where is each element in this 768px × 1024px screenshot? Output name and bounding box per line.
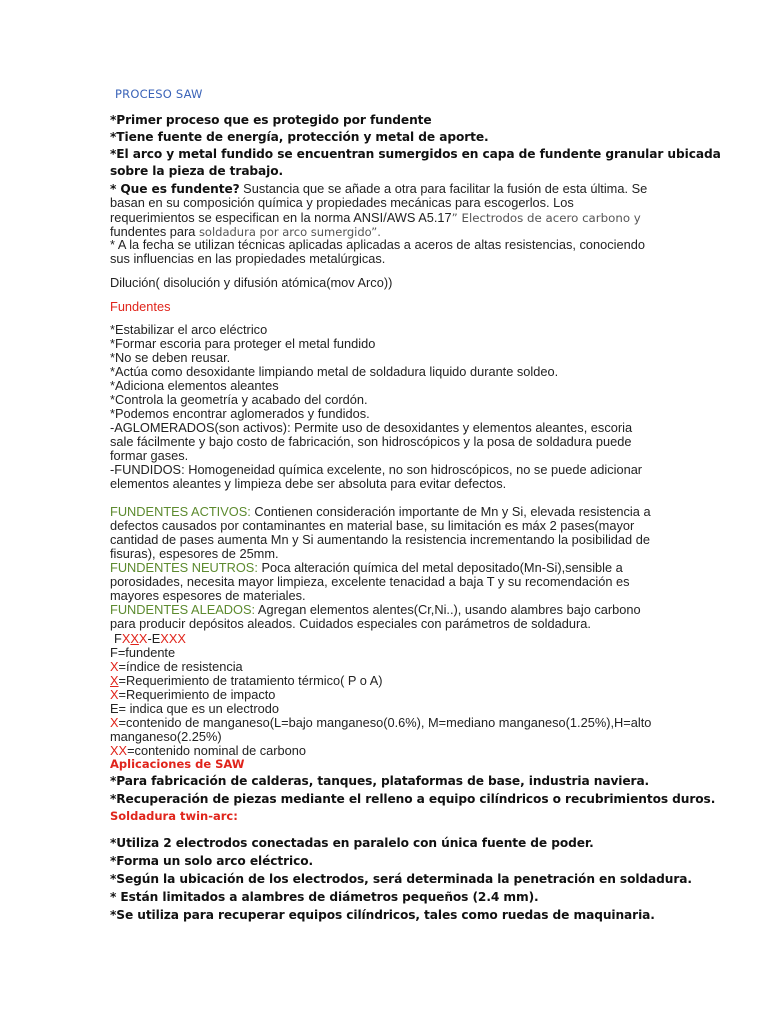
legend-x4-text: =contenido de manganeso(L=bajo manganeso(0.6%), M=mediano manganeso(1.25%),H=alto <box>118 715 652 730</box>
dilucion-text: Dilución( disolución y difusión atómica(mov Arco)) <box>110 275 393 290</box>
fundentes-item-1: *Estabilizar el arco eléctrico <box>110 322 268 337</box>
legend-x1-symbol: X <box>110 659 119 674</box>
code-x1: X <box>121 631 131 646</box>
fundentes-item-12: elementos aleantes y limpieza debe ser absoluta para evitar defectos. <box>110 476 507 491</box>
fundentes-item-2: *Formar escoria para proteger el metal fundido <box>110 336 376 351</box>
aleados-label: FUNDENTES ALEADOS: <box>110 602 256 617</box>
legend-f: F=fundente <box>110 645 176 660</box>
legend-xx-symbol: XX <box>110 743 128 758</box>
legend-xx-text: =contenido nominal de carbono <box>127 743 307 758</box>
code-dash: - <box>147 631 152 646</box>
twin-item-4: * Están limitados a alambres de diámetros pequeños (2.4 mm). <box>110 890 539 904</box>
activos-label: FUNDENTES ACTIVOS: <box>110 504 251 519</box>
twin-item-5: *Se utiliza para recuperar equipos cilíndricos, tales como ruedas de maquinaria. <box>110 908 655 922</box>
fundentes-item-7: *Podemos encontrar aglomerados y fundidos. <box>110 406 370 421</box>
code-x3: X <box>138 631 148 646</box>
fundentes-item-6: *Controla la geometría y acabado del cordón. <box>110 392 368 407</box>
legend-x3-symbol: X <box>110 687 119 702</box>
aleados-line-2: para producir depósitos aleados. Cuidados especiales con parámetros de soldadura. <box>110 616 591 631</box>
fundente-answer: Sustancia que se añade a otra para facilitar la fusión de esta última. Se <box>239 181 648 196</box>
neutros-line-2: porosidades, necesita mayor limpieza, excelente tenacidad a baja T y su recomendación es <box>110 574 630 589</box>
fundentes-item-3: *No se deben reusar. <box>110 350 231 365</box>
intro-line-1: *Primer proceso que es protegido por fundente <box>110 113 432 127</box>
aleados-text: Agregan elementos alentes(Cr,Ni..), usando alambres bajo carbono <box>255 602 641 617</box>
aleados-line-1 <box>110 602 641 617</box>
legend-x4 <box>110 715 651 730</box>
intro-line-2: *Tiene fuente de energía, protección y metal de aporte. <box>110 130 489 144</box>
intro-line-4: sobre la pieza de trabajo. <box>110 164 284 178</box>
neutros-line-3: mayores espesores de materiales. <box>110 588 306 603</box>
code-e: E <box>151 631 161 646</box>
fundentes-item-9: sale fácilmente y bajo costo de fabricación, son hidroscópicos y la posa de soldadura puede <box>110 434 632 449</box>
twin-item-2: *Forma un solo arco eléctrico. <box>110 854 314 868</box>
electrodos-text: ” Electrodos de acero carbono y <box>451 211 641 225</box>
classification-code <box>114 631 186 646</box>
legend-x4-continued: manganeso(2.25%) <box>110 729 222 744</box>
legend-x1 <box>110 659 243 674</box>
norma-text: requerimientos se especifican en la norma ANSI/AWS A5.17 <box>110 210 452 225</box>
legend-x1-text: =índice de resistencia <box>118 659 243 674</box>
code-xxx: XXX <box>160 631 186 646</box>
legend-x4-symbol: X <box>110 715 119 730</box>
legend-x3-text: =Requerimiento de impacto <box>118 687 276 702</box>
fundentes-item-11: -FUNDIDOS: Homogeneidad química excelente, no son hidroscópicos, no se puede adicionar <box>110 462 643 477</box>
legend-x2-symbol: X <box>110 673 119 688</box>
code-x2: X <box>130 631 139 646</box>
activos-text: Contienen consideración importante de Mn y Si, elevada resistencia a <box>250 504 651 519</box>
intro-line-10: sus influencias en las propiedades metalúrgicas. <box>110 251 386 266</box>
fundentes-heading: Fundentes <box>110 299 171 314</box>
legend-e: E= indica que es un electrodo <box>110 701 279 716</box>
code-f: F <box>114 631 122 646</box>
twin-item-3: *Según la ubicación de los electrodos, será determinada la penetración en soldadura. <box>110 872 692 886</box>
page-title: PROCESO SAW <box>115 87 203 101</box>
legend-x2 <box>110 673 383 688</box>
fundente-question: * Que es fundente? <box>110 182 240 196</box>
intro-line-9: * A la fecha se utilizan técnicas aplicadas aplicadas a aceros de altas resistencias, conociendo <box>110 237 645 252</box>
intro-line-6: basan en su composición química y propiedades mecánicas para escogerlos. Los <box>110 195 574 210</box>
arco-sumergido-text: soldadura por arco sumergido”. <box>198 225 381 239</box>
neutros-line-1 <box>110 560 623 575</box>
twin-arc-heading: Soldadura twin-arc: <box>110 809 238 823</box>
twin-item-1: *Utiliza 2 electrodos conectadas en paralelo con única fuente de poder. <box>110 836 594 850</box>
activos-line-3: cantidad de pases aumenta Mn y Si aumentando la resistencia incrementando la posibilidad de <box>110 532 650 547</box>
legend-x2-text: =Requerimiento de tratamiento térmico( P o A) <box>118 673 383 688</box>
legend-x3 <box>110 687 275 702</box>
neutros-label: FUNDENTES NEUTROS: <box>110 560 258 575</box>
fundentes-item-8: -AGLOMERADOS(son activos): Permite uso de desoxidantes y elementos aleantes, escoria <box>110 420 633 435</box>
activos-line-4: fisuras), espesores de 25mm. <box>110 546 279 561</box>
fundentes-para-text: fundentes para <box>110 224 199 239</box>
aplicaciones-heading: Aplicaciones de SAW <box>110 757 245 771</box>
legend-xx <box>110 743 306 758</box>
intro-line-3: *El arco y metal fundido se encuentran sumergidos en capa de fundente granular ubicada <box>110 147 721 161</box>
activos-line-2: defectos causados por contaminantes en material base, su limitación es máx 2 pases(mayor <box>110 518 635 533</box>
fundentes-item-4: *Actúa como desoxidante limpiando metal de soldadura liquido durante soldeo. <box>110 364 559 379</box>
neutros-text: Poca alteración química del metal depositado(Mn-Si),sensible a <box>257 560 623 575</box>
aplicaciones-item-1: *Para fabricación de calderas, tanques, plataformas de base, industria naviera. <box>110 774 650 788</box>
aplicaciones-item-2: *Recuperación de piezas mediante el relleno a equipo cilíndricos o recubrimientos duros. <box>110 792 716 806</box>
fundentes-item-10: formar gases. <box>110 448 189 463</box>
fundentes-item-5: *Adiciona elementos aleantes <box>110 378 279 393</box>
activos-line-1 <box>110 504 651 519</box>
